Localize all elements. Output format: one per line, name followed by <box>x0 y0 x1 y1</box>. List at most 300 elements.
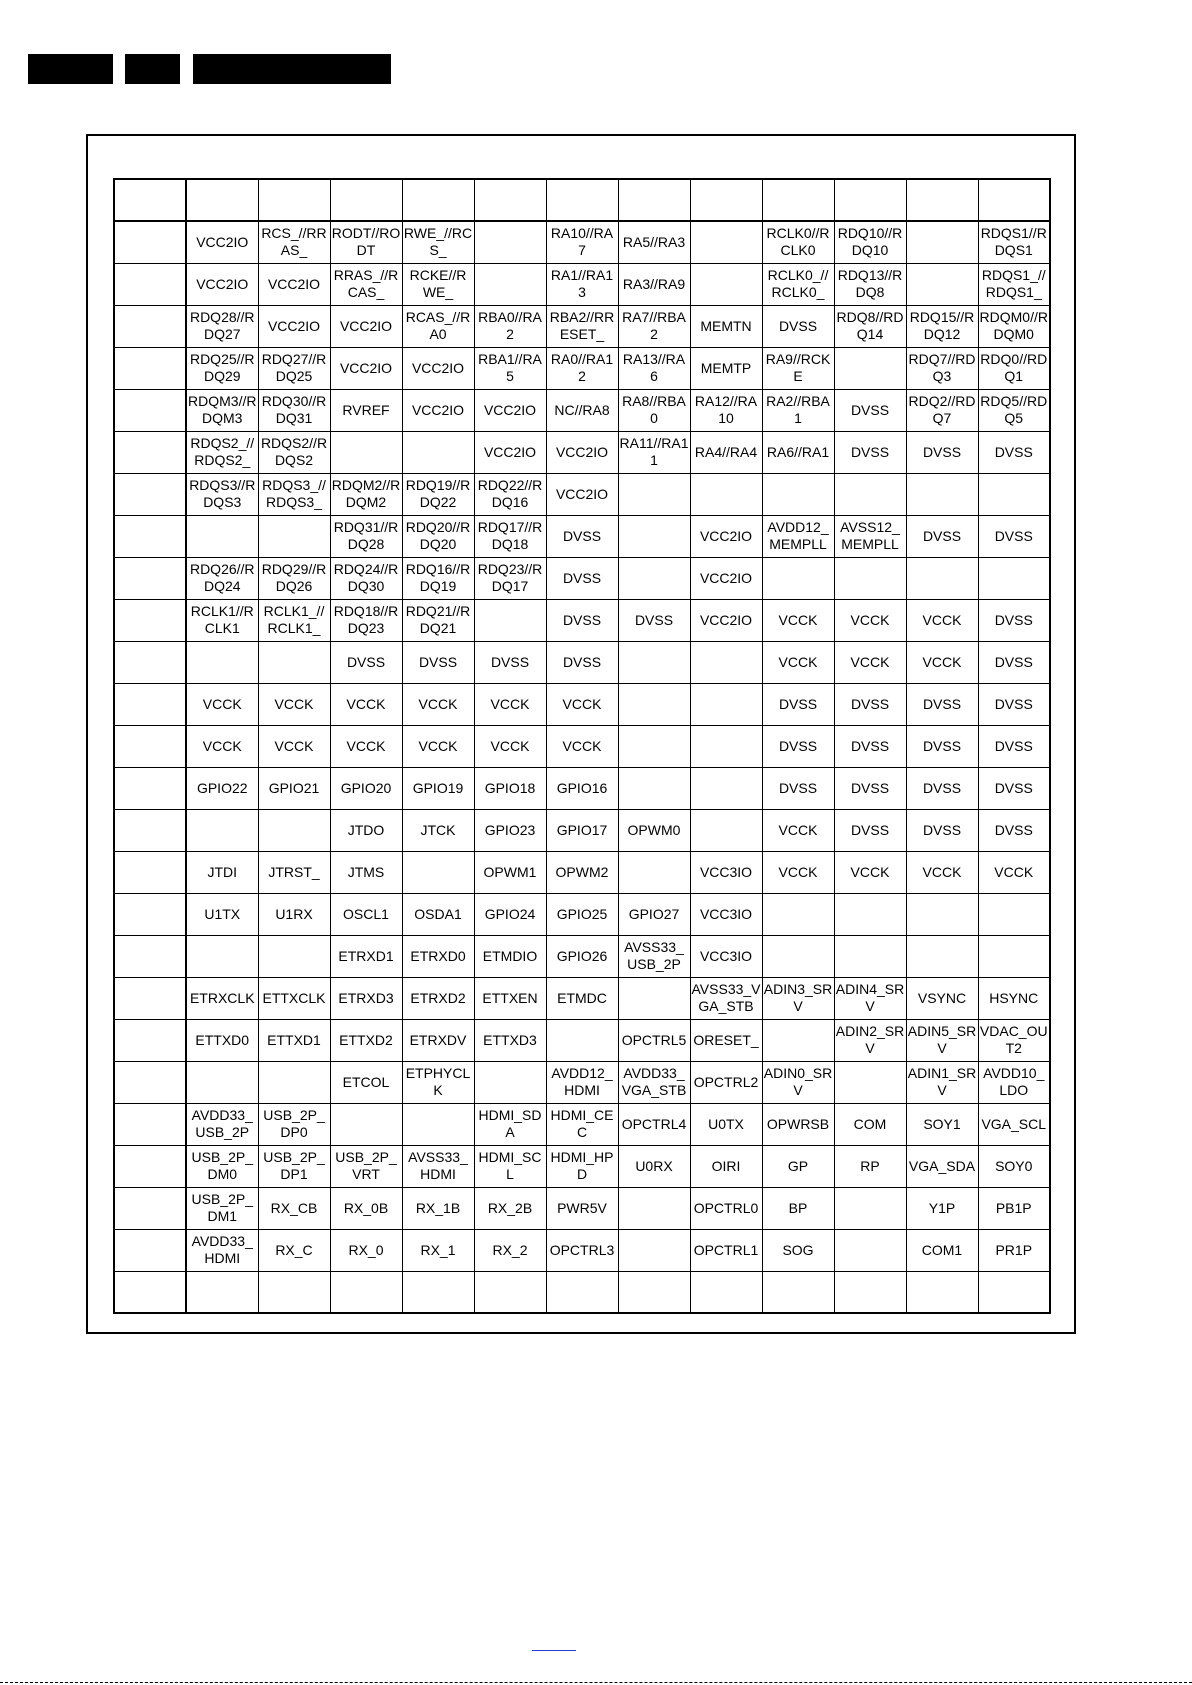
pin-cell: U1RX <box>258 893 330 935</box>
pin-cell: RA7//RBA2 <box>618 305 690 347</box>
row-header-cell <box>114 683 186 725</box>
pin-cell: OSDA1 <box>402 893 474 935</box>
column-header-cell <box>186 179 258 221</box>
pin-cell: DVSS <box>978 599 1050 641</box>
pin-cell: RDQM3//RDQM3 <box>186 389 258 431</box>
pin-cell: VCCK <box>330 725 402 767</box>
pin-cell <box>762 1019 834 1061</box>
pin-cell: ETMDC <box>546 977 618 1019</box>
pin-cell: DVSS <box>906 767 978 809</box>
pin-cell: RA10//RA7 <box>546 221 618 263</box>
pin-cell: RDQ29//RDQ26 <box>258 557 330 599</box>
pin-cell: DVSS <box>978 767 1050 809</box>
pin-cell <box>618 1187 690 1229</box>
pin-cell <box>690 221 762 263</box>
pin-cell: AVDD33_USB_2P <box>186 1103 258 1145</box>
pin-cell: RBA1//RA5 <box>474 347 546 389</box>
pin-cell: RDQS1_//RDQS1_ <box>978 263 1050 305</box>
table-row <box>114 767 1050 809</box>
pin-cell: VCCK <box>762 851 834 893</box>
pin-cell: ADIN5_SRV <box>906 1019 978 1061</box>
pin-cell <box>762 1271 834 1313</box>
pin-cell: NC//RA8 <box>546 389 618 431</box>
pin-cell: VCC2IO <box>186 263 258 305</box>
pin-cell: ORESET_ <box>690 1019 762 1061</box>
pin-cell: RA13//RA6 <box>618 347 690 389</box>
row-header-cell <box>114 473 186 515</box>
pin-cell: AVDD33_VGA_STB <box>618 1061 690 1103</box>
pin-cell: AVDD12_HDMI <box>546 1061 618 1103</box>
pin-cell: ETTXD0 <box>186 1019 258 1061</box>
pin-cell: OSCL1 <box>330 893 402 935</box>
pin-cell: BP <box>762 1187 834 1229</box>
pin-cell: VCC3IO <box>690 851 762 893</box>
pin-cell <box>834 1271 906 1313</box>
pin-cell: VCC2IO <box>546 473 618 515</box>
pin-cell: RDQ5//RDQ5 <box>978 389 1050 431</box>
pin-cell <box>330 431 402 473</box>
pin-cell <box>978 893 1050 935</box>
pin-cell: SOG <box>762 1229 834 1271</box>
pin-cell <box>402 1103 474 1145</box>
column-header-cell <box>690 179 762 221</box>
pin-cell: VCCK <box>834 851 906 893</box>
pin-cell: GPIO20 <box>330 767 402 809</box>
pin-cell: RX_C <box>258 1229 330 1271</box>
table-row <box>114 221 1050 263</box>
pin-cell: JTDI <box>186 851 258 893</box>
pin-cell: JTMS <box>330 851 402 893</box>
pin-cell: RDQ10//RDQ10 <box>834 221 906 263</box>
pin-cell <box>618 977 690 1019</box>
pin-cell <box>978 1271 1050 1313</box>
pin-cell: ETRXDV <box>402 1019 474 1061</box>
pin-cell <box>186 1271 258 1313</box>
pin-cell: VCCK <box>258 725 330 767</box>
pin-cell: JTCK <box>402 809 474 851</box>
column-header-cell <box>474 179 546 221</box>
pin-cell: DVSS <box>834 725 906 767</box>
pin-cell <box>258 515 330 557</box>
row-header-cell <box>114 263 186 305</box>
pin-cell: OPWRSB <box>762 1103 834 1145</box>
row-header-cell <box>114 599 186 641</box>
row-header-cell <box>114 851 186 893</box>
pin-cell <box>834 893 906 935</box>
pin-cell: GPIO24 <box>474 893 546 935</box>
pin-cell: AVSS12_MEMPLL <box>834 515 906 557</box>
pin-cell: DVSS <box>978 431 1050 473</box>
pin-cell: RA5//RA3 <box>618 221 690 263</box>
table-row <box>114 1271 1050 1313</box>
pin-cell: RDQ22//RDQ16 <box>474 473 546 515</box>
pin-cell: RDQ7//RDQ3 <box>906 347 978 389</box>
row-header-cell <box>114 1103 186 1145</box>
row-header-cell <box>114 935 186 977</box>
pin-cell: VCCK <box>978 851 1050 893</box>
pin-cell: OPCTRL3 <box>546 1229 618 1271</box>
pin-cell: RDQ15//RDQ12 <box>906 305 978 347</box>
pin-cell <box>186 515 258 557</box>
pin-cell: OPWM1 <box>474 851 546 893</box>
row-header-cell <box>114 179 186 221</box>
pin-cell <box>834 347 906 389</box>
pin-cell: OPCTRL4 <box>618 1103 690 1145</box>
pin-cell: DVSS <box>906 515 978 557</box>
pin-cell: VCCK <box>762 809 834 851</box>
pin-cell: GPIO21 <box>258 767 330 809</box>
pin-cell: ETTXD1 <box>258 1019 330 1061</box>
table-row <box>114 893 1050 935</box>
pin-cell: ETRXD2 <box>402 977 474 1019</box>
pin-cell: MEMTN <box>690 305 762 347</box>
table-row <box>114 725 1050 767</box>
pin-cell: RDQ30//RDQ31 <box>258 389 330 431</box>
table-row <box>114 473 1050 515</box>
pin-cell: RX_2 <box>474 1229 546 1271</box>
pin-cell: VCCK <box>906 851 978 893</box>
pin-cell <box>834 473 906 515</box>
pin-cell: ETRXD3 <box>330 977 402 1019</box>
pin-cell: DVSS <box>834 809 906 851</box>
pin-cell: RDQ31//RDQ28 <box>330 515 402 557</box>
pin-cell: RDQ23//RDQ17 <box>474 557 546 599</box>
pin-cell: U1TX <box>186 893 258 935</box>
pin-cell: RDQ17//RDQ18 <box>474 515 546 557</box>
pin-cell <box>978 935 1050 977</box>
pin-cell <box>474 1061 546 1103</box>
pin-cell: PR1P <box>978 1229 1050 1271</box>
row-header-cell <box>114 809 186 851</box>
pin-cell: VCCK <box>330 683 402 725</box>
table-row <box>114 641 1050 683</box>
pin-cell <box>834 1061 906 1103</box>
pin-cell: RA4//RA4 <box>690 431 762 473</box>
pin-cell: DVSS <box>546 599 618 641</box>
pin-cell: HDMI_SCL <box>474 1145 546 1187</box>
table-row <box>114 1229 1050 1271</box>
row-header-cell <box>114 389 186 431</box>
pin-cell <box>258 641 330 683</box>
pin-cell: SOY1 <box>906 1103 978 1145</box>
pin-cell: VCC2IO <box>330 305 402 347</box>
pin-cell <box>834 1229 906 1271</box>
pin-cell: RX_1 <box>402 1229 474 1271</box>
row-header-cell <box>114 1061 186 1103</box>
pin-cell <box>258 809 330 851</box>
pin-cell: RDQ0//RDQ1 <box>978 347 1050 389</box>
pin-cell: OPCTRL5 <box>618 1019 690 1061</box>
pin-cell: COM <box>834 1103 906 1145</box>
pin-cell: VCCK <box>474 725 546 767</box>
pin-cell: VCCK <box>402 683 474 725</box>
pin-cell: RDQ2//RDQ7 <box>906 389 978 431</box>
row-header-cell <box>114 1271 186 1313</box>
pin-cell: JTDO <box>330 809 402 851</box>
pin-cell <box>690 725 762 767</box>
pin-cell: DVSS <box>906 431 978 473</box>
table-row <box>114 683 1050 725</box>
table-row <box>114 179 1050 221</box>
pin-cell: RP <box>834 1145 906 1187</box>
pin-cell <box>906 893 978 935</box>
pin-cell: VCC2IO <box>690 599 762 641</box>
pin-cell <box>402 1271 474 1313</box>
page-link[interactable] <box>532 1636 576 1651</box>
pin-cell: RODT//RODT <box>330 221 402 263</box>
pin-cell <box>906 557 978 599</box>
pin-cell: VCCK <box>186 683 258 725</box>
pin-cell: DVSS <box>546 557 618 599</box>
pin-cell <box>546 1019 618 1061</box>
column-header-cell <box>330 179 402 221</box>
pin-cell <box>834 1187 906 1229</box>
pin-cell: AVSS33_HDMI <box>402 1145 474 1187</box>
pin-cell: RDQ25//RDQ29 <box>186 347 258 389</box>
pin-cell <box>906 221 978 263</box>
pin-cell: VCCK <box>258 683 330 725</box>
row-header-cell <box>114 1187 186 1229</box>
pin-cell: VCC2IO <box>546 431 618 473</box>
pin-cell: RWE_//RCS_ <box>402 221 474 263</box>
pin-cell: RDQS2//RDQS2 <box>258 431 330 473</box>
pin-cell: ETRXCLK <box>186 977 258 1019</box>
column-header-cell <box>546 179 618 221</box>
pin-cell <box>834 557 906 599</box>
pin-cell <box>618 767 690 809</box>
pin-cell <box>762 893 834 935</box>
pin-cell <box>690 683 762 725</box>
pin-cell: VCCK <box>546 683 618 725</box>
pin-cell: COM1 <box>906 1229 978 1271</box>
table-row <box>114 1187 1050 1229</box>
pin-cell <box>618 473 690 515</box>
pin-cell: ETRXD0 <box>402 935 474 977</box>
column-header-cell <box>402 179 474 221</box>
table-row <box>114 1019 1050 1061</box>
pin-cell: ADIN0_SRV <box>762 1061 834 1103</box>
pin-cell: DVSS <box>474 641 546 683</box>
pin-cell <box>978 557 1050 599</box>
header-block-3 <box>193 54 391 84</box>
pin-cell: RDQS2_//RDQS2_ <box>186 431 258 473</box>
pin-cell: DVSS <box>978 809 1050 851</box>
pin-cell: RDQ27//RDQ25 <box>258 347 330 389</box>
row-header-cell <box>114 221 186 263</box>
pin-cell: ADIN3_SRV <box>762 977 834 1019</box>
pin-cell: RBA0//RA2 <box>474 305 546 347</box>
pin-cell: RA12//RA10 <box>690 389 762 431</box>
row-header-cell <box>114 725 186 767</box>
column-header-cell <box>258 179 330 221</box>
pin-cell: DVSS <box>906 683 978 725</box>
pin-cell: DVSS <box>906 809 978 851</box>
pin-cell: RCLK1//RCLK1 <box>186 599 258 641</box>
row-header-cell <box>114 557 186 599</box>
pin-cell: MEMTP <box>690 347 762 389</box>
pin-cell: RDQS1//RDQS1 <box>978 221 1050 263</box>
header-block-1 <box>28 54 113 84</box>
pin-cell <box>690 473 762 515</box>
pin-cell: HDMI_HPD <box>546 1145 618 1187</box>
pin-cell: GPIO19 <box>402 767 474 809</box>
pin-cell: RCAS_//RA0 <box>402 305 474 347</box>
pin-cell: USB_2P_DP0 <box>258 1103 330 1145</box>
pin-cell: DVSS <box>978 725 1050 767</box>
pin-cell <box>618 683 690 725</box>
row-header-cell <box>114 1145 186 1187</box>
column-header-cell <box>762 179 834 221</box>
pin-cell: OPCTRL2 <box>690 1061 762 1103</box>
pin-cell: ADIN2_SRV <box>834 1019 906 1061</box>
pin-cell <box>474 1271 546 1313</box>
pin-cell: RCLK0//RCLK0 <box>762 221 834 263</box>
pin-cell: DVSS <box>618 599 690 641</box>
pin-cell: GPIO22 <box>186 767 258 809</box>
pin-cell: DVSS <box>978 683 1050 725</box>
pin-cell <box>618 557 690 599</box>
pin-cell: RDQ19//RDQ22 <box>402 473 474 515</box>
pin-cell: RDQ8//RDQ14 <box>834 305 906 347</box>
pin-cell <box>402 851 474 893</box>
row-header-cell <box>114 347 186 389</box>
ball-map-table <box>113 178 1051 1314</box>
pin-cell <box>906 473 978 515</box>
pin-cell: GPIO25 <box>546 893 618 935</box>
pin-cell: ETRXD1 <box>330 935 402 977</box>
pin-cell: DVSS <box>546 515 618 557</box>
pin-cell: RX_0B <box>330 1187 402 1229</box>
pin-cell <box>762 473 834 515</box>
pin-cell <box>978 473 1050 515</box>
pin-cell: ETTXEN <box>474 977 546 1019</box>
pin-cell: DVSS <box>762 725 834 767</box>
pin-cell: RCS_//RRAS_ <box>258 221 330 263</box>
row-header-cell <box>114 767 186 809</box>
pin-cell <box>186 809 258 851</box>
row-header-cell <box>114 893 186 935</box>
table-row <box>114 935 1050 977</box>
pin-cell <box>690 1271 762 1313</box>
header-block-2 <box>125 54 180 84</box>
pin-cell: VCCK <box>906 599 978 641</box>
pin-cell: USB_2P_DM1 <box>186 1187 258 1229</box>
pin-cell <box>474 263 546 305</box>
pin-cell <box>618 725 690 767</box>
pin-cell <box>834 935 906 977</box>
pin-cell: Y1P <box>906 1187 978 1229</box>
pin-cell <box>906 1271 978 1313</box>
pin-cell: AVSS33_VGA_STB <box>690 977 762 1019</box>
pin-cell: USB_2P_DM0 <box>186 1145 258 1187</box>
column-header-cell <box>834 179 906 221</box>
row-header-cell <box>114 305 186 347</box>
column-header-cell <box>618 179 690 221</box>
table-row <box>114 851 1050 893</box>
pin-cell: ADIN4_SRV <box>834 977 906 1019</box>
pin-cell <box>402 431 474 473</box>
pin-cell: DVSS <box>330 641 402 683</box>
pin-cell: RDQ18//RDQ23 <box>330 599 402 641</box>
pin-cell <box>690 767 762 809</box>
pin-cell: VCCK <box>906 641 978 683</box>
pin-cell: DVSS <box>834 431 906 473</box>
pin-cell: DVSS <box>834 389 906 431</box>
pin-cell: VCC2IO <box>690 557 762 599</box>
pin-cell: U0TX <box>690 1103 762 1145</box>
column-header-cell <box>978 179 1050 221</box>
pin-cell: AVDD33_HDMI <box>186 1229 258 1271</box>
pin-cell <box>762 935 834 977</box>
table-row <box>114 431 1050 473</box>
pin-cell <box>186 1061 258 1103</box>
table-row <box>114 1061 1050 1103</box>
pin-cell: U0RX <box>618 1145 690 1187</box>
pin-cell: RDQS3_//RDQS3_ <box>258 473 330 515</box>
pin-cell: RDQ20//RDQ20 <box>402 515 474 557</box>
pin-cell: ETMDIO <box>474 935 546 977</box>
pin-cell: OIRI <box>690 1145 762 1187</box>
pin-cell: RA1//RA13 <box>546 263 618 305</box>
pin-cell: RX_CB <box>258 1187 330 1229</box>
pin-cell: DVSS <box>978 515 1050 557</box>
table-row <box>114 599 1050 641</box>
pin-cell: RDQ26//RDQ24 <box>186 557 258 599</box>
pin-cell: HDMI_CEC <box>546 1103 618 1145</box>
pin-cell: SOY0 <box>978 1145 1050 1187</box>
pin-cell: RDQS3//RDQS3 <box>186 473 258 515</box>
pin-cell: RA2//RBA1 <box>762 389 834 431</box>
pin-cell: DVSS <box>762 767 834 809</box>
pin-cell: AVDD12_MEMPLL <box>762 515 834 557</box>
pin-cell: DVSS <box>834 683 906 725</box>
row-header-cell <box>114 431 186 473</box>
pin-cell <box>690 641 762 683</box>
row-header-cell <box>114 1229 186 1271</box>
pin-cell: DVSS <box>402 641 474 683</box>
pin-cell: VCCK <box>546 725 618 767</box>
pin-cell: VCC3IO <box>690 893 762 935</box>
pin-cell: VCC2IO <box>402 389 474 431</box>
pin-cell: ETTXD3 <box>474 1019 546 1061</box>
pin-cell: VCCK <box>834 599 906 641</box>
pin-cell <box>186 935 258 977</box>
pin-cell: RA6//RA1 <box>762 431 834 473</box>
pin-cell: VCC2IO <box>474 389 546 431</box>
pin-cell <box>690 809 762 851</box>
table-row <box>114 977 1050 1019</box>
pin-cell: RDQ24//RDQ30 <box>330 557 402 599</box>
pin-cell: ADIN1_SRV <box>906 1061 978 1103</box>
pin-cell <box>690 263 762 305</box>
pin-cell: GPIO17 <box>546 809 618 851</box>
pin-cell: DVSS <box>978 641 1050 683</box>
pin-cell: RRAS_//RCAS_ <box>330 263 402 305</box>
pin-cell: VCCK <box>834 641 906 683</box>
table-row <box>114 263 1050 305</box>
pin-cell: OPWM2 <box>546 851 618 893</box>
pin-cell: RBA2//RRESET_ <box>546 305 618 347</box>
pin-cell: RA0//RA12 <box>546 347 618 389</box>
pin-cell: VCC3IO <box>690 935 762 977</box>
pin-cell: VCC2IO <box>186 221 258 263</box>
pin-cell: PB1P <box>978 1187 1050 1229</box>
pin-cell: RCLK1_//RCLK1_ <box>258 599 330 641</box>
row-header-cell <box>114 641 186 683</box>
pin-cell: VCC2IO <box>474 431 546 473</box>
pin-cell: VCC2IO <box>258 305 330 347</box>
pin-cell: RA9//RCKE <box>762 347 834 389</box>
